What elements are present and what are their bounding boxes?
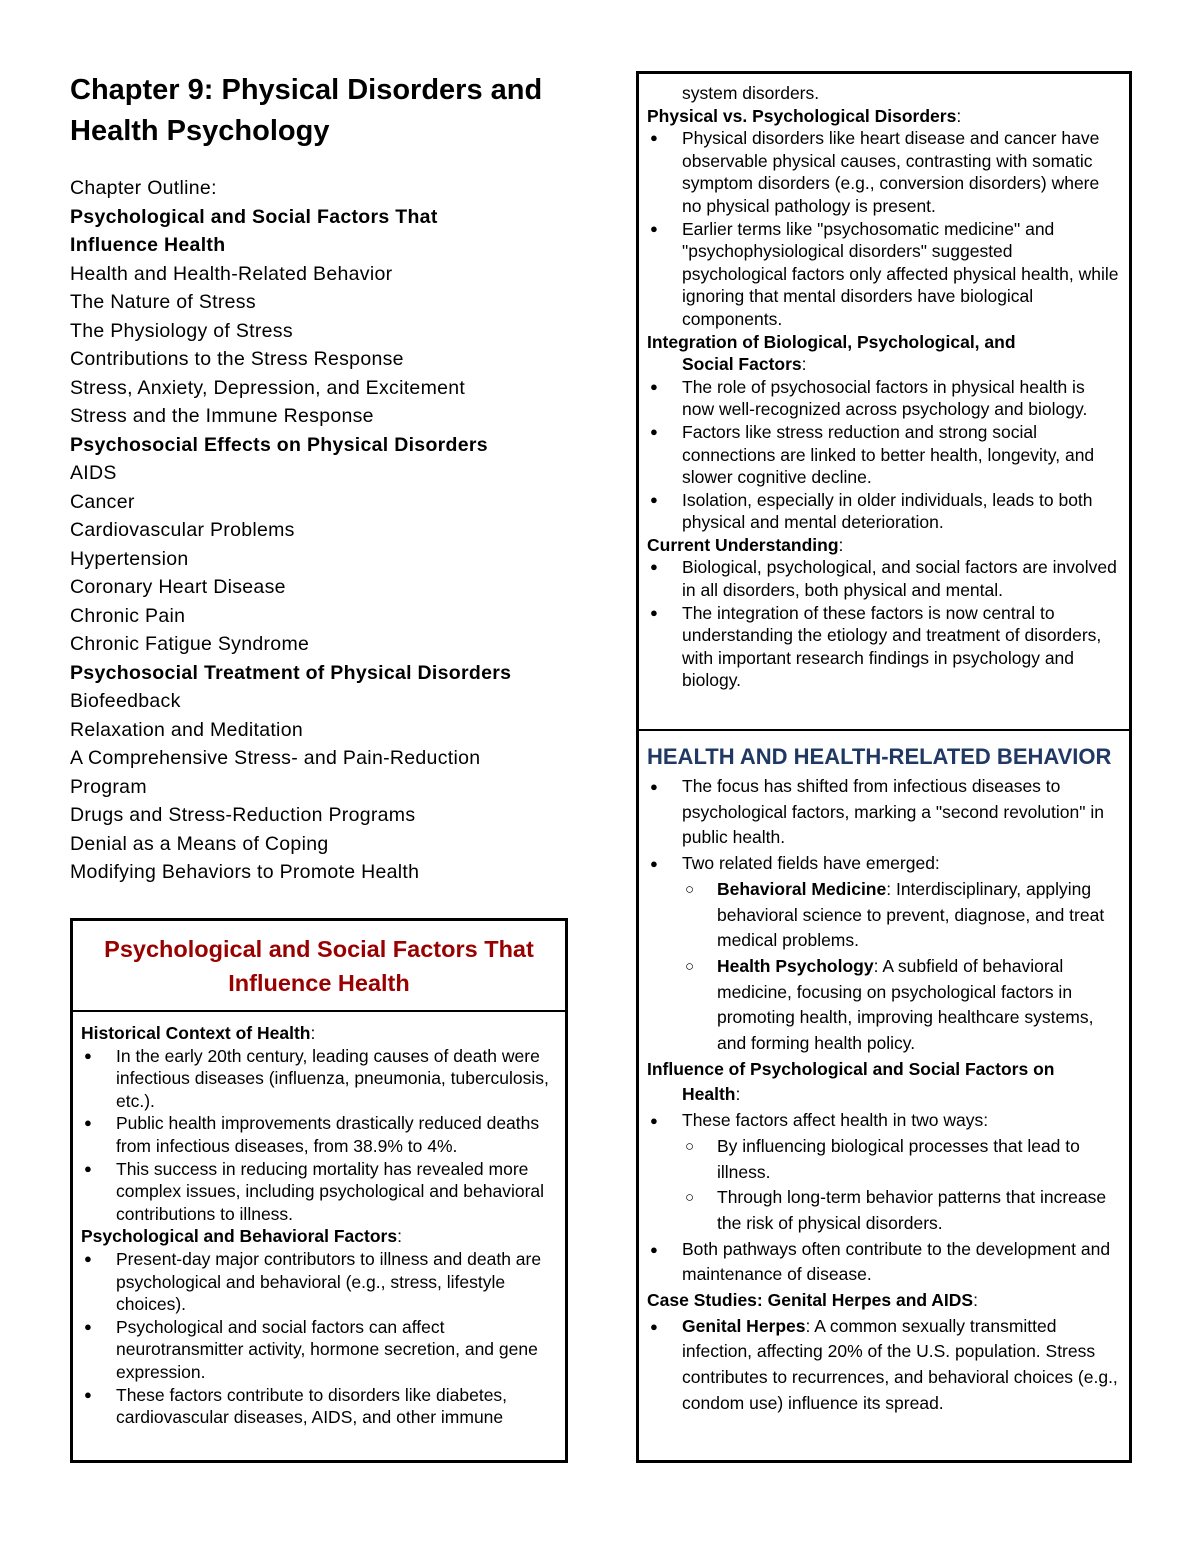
outline-item: Stress, Anxiety, Depression, and Excitement (70, 376, 466, 399)
subheading-cont: Health: (682, 1084, 741, 1105)
outline-item: A Comprehensive Stress- and Pain-Reduction (70, 747, 481, 769)
outline-list (70, 203, 570, 887)
bullet-list (647, 376, 1121, 534)
bullet-icon: ● (650, 604, 658, 620)
continued-text: system disorders. (682, 83, 820, 103)
outline-item: The Nature of Stress (70, 291, 256, 313)
section-heading: HEALTH AND HEALTH-RELATED BEHAVIOR (647, 744, 1112, 769)
outline-section: Psychological and Social Factors That (70, 205, 438, 228)
sub-list (647, 877, 1121, 1057)
outline-item: Drugs and Stress-Reduction Programs (70, 804, 416, 826)
outline-item: Relaxation and Meditation (70, 718, 303, 741)
bullet-icon: ● (84, 1318, 92, 1334)
sub-list (647, 1134, 1121, 1237)
subheading: Case Studies: Genital Herpes and AIDS: (647, 1290, 978, 1311)
list-item: ● These factors contribute to disorders like diabetes, cardiovascular diseases, AIDS, and other immune (84, 1384, 508, 1428)
bullet-icon: ● (650, 491, 658, 507)
outline-item: Program (70, 775, 147, 798)
list-item: ● Both pathways often contribute to the development and maintenance of disease. (650, 1238, 1111, 1285)
list-item: ● Present-day major contributors to illness and death are psychological and behavioral (e.g., stress, lifestyle choices). (84, 1248, 542, 1315)
subheading: Current Understanding: (647, 534, 844, 555)
health-related-behavior-box (636, 729, 1132, 1463)
list-item: ● These factors affect health in two ways: ○ By influencing biological processes that lead to illness. ○ Through long-term behavior patterns that increase the risk of physical disorders. (647, 1108, 1121, 1237)
bullet-icon: ● (84, 1386, 92, 1402)
outline-item: Cardiovascular Problems (70, 519, 295, 541)
outline-section: Influence Health (70, 234, 226, 256)
list-item: ● Earlier terms like "psychosomatic medicine" and "psychophysiological disorders" suggested psychological factors only affected physical health, while ignoring that mental disorders have biological components. (650, 218, 1119, 329)
outline-label: Chapter Outline: (70, 177, 217, 199)
box-title: Psychological and Social Factors That Influence Health (73, 921, 565, 1012)
bullet-icon: ● (650, 1318, 658, 1334)
bullet-icon: ● (650, 1113, 658, 1129)
subheading: Influence of Psychological and Social Factors on (647, 1058, 1055, 1079)
circle-bullet-icon: ○ (685, 1189, 695, 1207)
list-item: ● Isolation, especially in older individuals, leads to both physical and mental deterioration. (650, 489, 1093, 533)
outline-item: Cancer (70, 490, 135, 513)
outline-section: Psychosocial Effects on Physical Disorders (70, 433, 488, 456)
outline-item: The Physiology of Stress (70, 319, 293, 342)
list-item: ● The integration of these factors is now central to understanding the etiology and treatment of disorders, with important research findings in psychology and biology. (650, 602, 1102, 691)
list-item: ● Psychological and social factors can affect neurotransmitter activity, hormone secretion, and gene expression. (84, 1316, 538, 1382)
list-item: ● In the early 20th century, leading causes of death were infectious diseases (influenza, pneumonia, tuberculosis, etc.). (84, 1045, 549, 1111)
outline-item: Coronary Heart Disease (70, 576, 286, 598)
bullet-icon: ● (84, 1047, 92, 1063)
chapter-title: Chapter 9: Physical Disorders and Health Psychology (70, 74, 543, 147)
bullet-list (647, 1314, 1121, 1417)
subheading: Historical Context of Health: (81, 1023, 316, 1043)
chapter-outline (70, 174, 570, 887)
list-item: ● The focus has shifted from infectious diseases to psychological factors, marking a "second revolution" in public health. (650, 776, 1104, 848)
physical-vs-psychological-box (636, 71, 1132, 731)
bullet-list (647, 774, 1121, 1057)
circle-bullet-icon: ○ (685, 1137, 695, 1155)
outline-item: Health and Health-Related Behavior (70, 262, 393, 285)
bullet-icon: ● (650, 130, 658, 146)
subheading: Physical vs. Psychological Disorders: (647, 105, 962, 126)
outline-item: AIDS (70, 462, 117, 484)
circle-bullet-icon: ○ (685, 880, 695, 898)
outline-item: Contributions to the Stress Response (70, 348, 404, 370)
outline-item: Denial as a Means of Coping (70, 832, 329, 855)
list-item: ● Factors like stress reduction and strong social connections are linked to better health, longevity, and slower cognitive decline. (650, 421, 1095, 488)
bullet-icon: ● (650, 220, 658, 236)
sub-item: ○ Behavioral Medicine: Interdisciplinary, applying behavioral science to prevent, diagnose, and treat medical problems. (685, 878, 1105, 951)
subheading: Integration of Biological, Psychological, and (647, 331, 1016, 352)
list-item: ● Genital Herpes: A common sexually transmitted infection, affecting 20% of the U.S. population. Stress contributes to recurrences, and behavioral choices (e.g., condom use) influence its spread. (650, 1315, 1118, 1413)
psychological-social-factors-box (70, 918, 568, 1463)
outline-item: Chronic Fatigue Syndrome (70, 633, 310, 655)
list-item: ● Public health improvements drastically reduced deaths from infectious diseases, from 38.9% to 4%. (84, 1113, 540, 1156)
circle-bullet-icon: ○ (685, 957, 695, 975)
left-column (70, 70, 570, 887)
outline-section: Psychosocial Treatment of Physical Disorders (70, 661, 512, 684)
subheading-cont: Social Factors: (682, 354, 807, 375)
subheading: Psychological and Behavioral Factors: (81, 1226, 402, 1247)
outline-item: Modifying Behaviors to Promote Health (70, 861, 420, 883)
list-item: ● Biological, psychological, and social factors are involved in all disorders, both physical and mental. (650, 557, 1117, 601)
bullet-list (647, 127, 1121, 330)
outline-item: Hypertension (70, 547, 189, 570)
bullet-list (81, 1045, 557, 1226)
bullet-icon: ● (84, 1160, 92, 1176)
sub-item: ○ Health Psychology: A subfield of behavioral medicine, focusing on psychological factors in promoting health, improving healthcare systems, and forming health policy. (685, 955, 1094, 1054)
bullet-icon: ● (84, 1115, 92, 1131)
outline-item: Stress and the Immune Response (70, 405, 374, 427)
list-item: ● This success in reducing mortality has revealed more complex issues, including psychological and behavioral contributions to illness. (84, 1158, 545, 1224)
bullet-icon: ● (650, 779, 658, 794)
bullet-icon: ● (650, 378, 658, 394)
bullet-icon: ● (84, 1250, 92, 1266)
list-item: ● The role of psychosocial factors in physical health is now well-recognized across psychology and biology. (650, 376, 1088, 420)
list-item: ● Physical disorders like heart disease and cancer have observable physical causes, contrasting with somatic symptom disorders (e.g., conversion disorders) where no physical pathology is present. (650, 128, 1100, 216)
box-body (73, 1012, 565, 1429)
bullet-list (81, 1248, 557, 1429)
bullet-icon: ● (650, 559, 658, 575)
outline-item: Chronic Pain (70, 604, 186, 627)
bullet-list (647, 556, 1121, 692)
sub-item: ○ By influencing biological processes that lead to illness. (685, 1135, 1080, 1182)
list-item: ● Two related fields have emerged: ○ Behavioral Medicine: Interdisciplinary, applying behavioral science to prevent, diagnose, and treat medical problems. ○ Health Psychology: A subfield of behavioral medicine, focusing on psychological factors in promoting health, improving healthcare systems, and forming health policy. (647, 851, 1121, 1057)
box-body (639, 731, 1129, 1417)
bullet-list (647, 1108, 1121, 1288)
outline-item: Biofeedback (70, 690, 181, 712)
bullet-icon: ● (650, 1241, 658, 1257)
box-body (639, 74, 1129, 692)
bullet-icon: ● (650, 856, 658, 872)
sub-item: ○ Through long-term behavior patterns that increase the risk of physical disorders. (685, 1187, 1107, 1233)
bullet-icon: ● (650, 423, 658, 439)
